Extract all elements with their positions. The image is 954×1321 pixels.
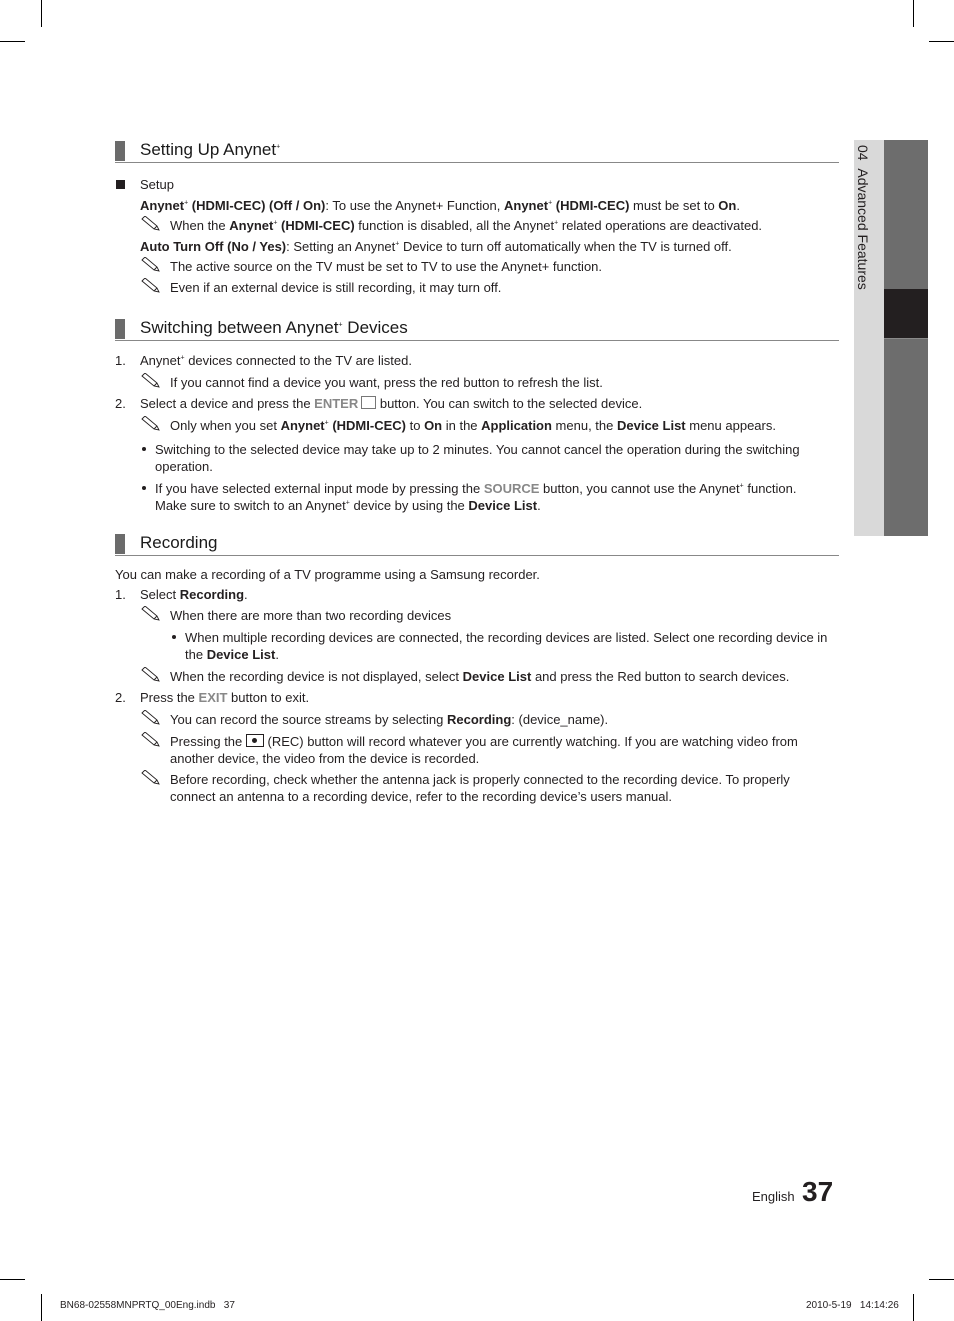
auto-turn-off-line: Auto Turn Off (No / Yes): Setting an Anynet+ Device to turn off automatically when the TV is turned off. [140, 239, 732, 254]
heading-bar [115, 319, 125, 339]
crop-mark [41, 0, 42, 27]
heading-text: Recording [140, 533, 218, 552]
step-number: 2. [115, 690, 126, 705]
bullet-icon [142, 486, 146, 490]
bullet-text: Make sure to switch to an Anynet+ device by using the Device List. [155, 498, 541, 513]
note-pencil-icon [140, 373, 162, 389]
bullet-text: When multiple recording devices are connected, the recording devices are listed. Select one recording device in [185, 630, 828, 645]
page-number: 37 [802, 1176, 834, 1207]
chapter-tab-label: 04 Advanced Features [855, 145, 871, 290]
bullet-text: the Device List. [185, 647, 279, 662]
note-text: Before recording, check whether the antenna jack is properly connected to the recording device. To properly [170, 772, 790, 787]
square-bullet-icon [116, 180, 125, 189]
print-timestamp: 2010-5-19 14:14:26 [806, 1300, 899, 1311]
step-text: Select a device and press the ENTER button. You can switch to the selected device. [140, 396, 643, 411]
step-number: 1. [115, 353, 126, 368]
section-heading-recording [115, 533, 839, 556]
crop-mark [913, 1294, 914, 1321]
note-text: You can record the source streams by selecting Recording: (device_name). [170, 712, 609, 727]
note-pencil-icon [140, 667, 162, 683]
note-text: Even if an external device is still recording, it may turn off. [170, 280, 502, 295]
crop-mark [929, 41, 954, 42]
note-pencil-icon [140, 606, 162, 622]
step-text: Anynet+ devices connected to the TV are listed. [140, 353, 412, 368]
note-text: another device, the video from the device is recorded. [170, 751, 480, 766]
step-text: Select Recording. [140, 587, 248, 602]
note-pencil-icon [140, 216, 162, 232]
bullet-icon [172, 635, 176, 639]
note-text: If you cannot find a device you want, press the red button to refresh the list. [170, 375, 603, 390]
note-pencil-icon [140, 770, 162, 786]
divider [884, 338, 928, 339]
note-pencil-icon [140, 278, 162, 294]
note-pencil-icon [140, 257, 162, 273]
footer-language: English [752, 1189, 795, 1204]
heading-bar [115, 534, 125, 554]
enter-key-icon [361, 396, 376, 409]
section-heading-switching [115, 318, 839, 341]
note-pencil-icon [140, 710, 162, 726]
chapter-tab-current-marker [884, 289, 928, 338]
crop-mark [913, 0, 914, 27]
note-pencil-icon [140, 732, 162, 748]
crop-mark [0, 1279, 25, 1280]
bullet-text: If you have selected external input mode by pressing the SOURCE button, you cannot use the Anynet+ function. [155, 481, 797, 496]
bullet-text: operation. [155, 459, 213, 474]
note-text: connect an antenna to a recording device, refer to the recording device’s users manual. [170, 789, 673, 804]
bullet-text: Switching to the selected device may take up to 2 minutes. You cannot cancel the operation during the switching [155, 442, 800, 457]
section-heading-setup [115, 140, 839, 163]
step-number: 1. [115, 587, 126, 602]
heading-text: Setting Up Anynet+ [140, 140, 281, 159]
heading-bar [115, 141, 125, 161]
crop-mark [0, 41, 25, 42]
print-file-info: BN68-02558MNPRTQ_00Eng.indb 37 [60, 1300, 235, 1311]
note-text: The active source on the TV must be set to TV to use the Anynet+ function. [170, 259, 603, 274]
note-pencil-icon [140, 416, 162, 432]
rec-button-icon [246, 734, 264, 747]
intro-text: You can make a recording of a TV programme using a Samsung recorder. [115, 567, 540, 582]
note-text: Only when you set Anynet+ (HDMI-CEC) to On in the Application menu, the Device List menu appears. [170, 418, 776, 433]
note-text: When there are more than two recording devices [170, 608, 452, 623]
crop-mark [929, 1279, 954, 1280]
crop-mark [41, 1294, 42, 1321]
heading-text: Switching between Anynet+ Devices [140, 318, 408, 337]
note-text: When the Anynet+ (HDMI-CEC) function is disabled, all the Anynet+ related operations are deactivated. [170, 218, 763, 233]
anynet-hdmi-cec-line: Anynet+ (HDMI-CEC) (Off / On): To use the Anynet+ Function, Anynet+ (HDMI-CEC) must be set to On. [140, 198, 740, 213]
note-text: Pressing the (REC) button will record whatever you are currently watching. If you are watching video from [170, 734, 798, 749]
step-text: Press the EXIT button to exit. [140, 690, 310, 705]
bullet-icon [142, 447, 146, 451]
note-text: When the recording device is not displayed, select Device List and press the Red button to search devices. [170, 669, 790, 684]
step-number: 2. [115, 396, 126, 411]
setup-label: Setup [140, 177, 174, 192]
